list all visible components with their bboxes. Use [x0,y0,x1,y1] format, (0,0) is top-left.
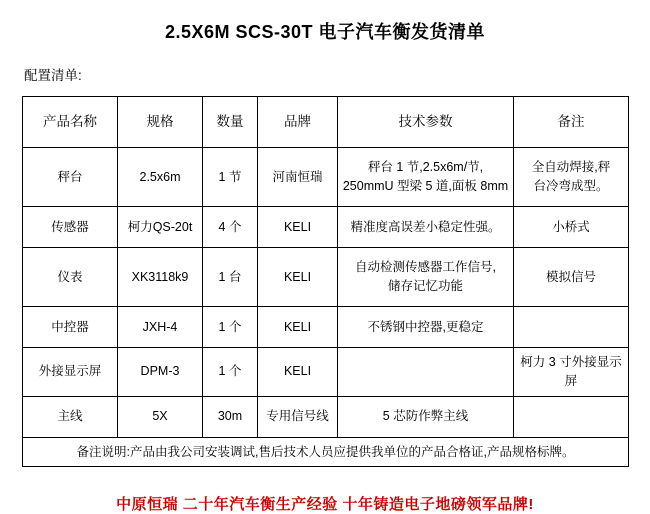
table-note-row [23,437,629,467]
cell-name: 主线 [23,396,118,437]
cell-name: 传感器 [23,207,118,248]
cell-remark [514,148,629,207]
cell-brand: 河南恒瑞 [258,148,338,207]
cell-spec: 柯力QS-20t [118,207,203,248]
cell-remark [514,396,629,437]
cell-name: 秤台 [23,148,118,207]
cell-params-line1: 自动检测传感器工作信号, [355,260,496,275]
cell-name: 中控器 [23,307,118,348]
table-note: 备注说明:产品由我公司安装调试,售后技术人员应提供我单位的产品合格证,产品规格标牌。 [23,437,629,467]
cell-brand: 专用信号线 [258,396,338,437]
cell-remark: 模拟信号 [514,248,629,307]
cell-params [338,148,514,207]
cell-name: 外接显示屏 [23,348,118,397]
cell-remark-line2: 台冷弯成型。 [533,179,609,193]
cell-qty: 1 台 [203,248,258,307]
table-row [23,248,629,307]
cell-qty: 1 个 [203,307,258,348]
spec-table [22,96,629,467]
table-row [23,396,629,437]
cell-remark: 小桥式 [514,207,629,248]
cell-name: 仪表 [23,248,118,307]
spec-table-container [0,96,650,467]
cell-qty: 1 节 [203,148,258,207]
cell-qty: 4 个 [203,207,258,248]
table-row [23,348,629,397]
cell-params [338,248,514,307]
section-subtitle: 配置清单: [24,68,82,83]
cell-params-line2: 250mmU 型梁 5 道,面板 8mm [342,179,509,193]
cell-params-line2: 储存记忆功能 [387,279,463,293]
table-header-row [23,97,629,148]
cell-qty: 1 个 [203,348,258,397]
table-row [23,148,629,207]
footer-slogan: 中原恒瑞 二十年汽车衡生产经验 十年铸造电子地磅领军品牌! [116,496,534,514]
cell-brand: KELI [258,207,338,248]
cell-params-line1: 秤台 1 节,2.5x6m/节, [367,160,484,175]
page-title: 2.5X6M SCS-30T 电子汽车衡发货清单 [164,22,486,42]
cell-params: 不锈钢中控器,更稳定 [338,307,514,348]
cell-params: 5 芯防作弊主线 [338,396,514,437]
table-row [23,307,629,348]
column-header-qty: 数量 [203,97,258,148]
cell-spec: DPM-3 [118,348,203,397]
cell-brand: KELI [258,348,338,397]
cell-remark [514,307,629,348]
cell-brand: KELI [258,248,338,307]
cell-spec: 5X [118,396,203,437]
cell-spec: JXH-4 [118,307,203,348]
column-header-spec: 规格 [118,97,203,148]
column-header-brand: 品牌 [258,97,338,148]
table-row [23,207,629,248]
cell-params [338,348,514,397]
cell-brand: KELI [258,307,338,348]
cell-spec: 2.5x6m [118,148,203,207]
column-header-name: 产品名称 [23,97,118,148]
column-header-remark: 备注 [514,97,629,148]
cell-spec: XK3118k9 [118,248,203,307]
cell-qty: 30m [203,396,258,437]
column-header-params: 技术参数 [338,97,514,148]
cell-remark-line1: 全自动焊接,秤 [531,160,611,175]
cell-params: 精准度高误差小稳定性强。 [338,207,514,248]
cell-remark: 柯力 3 寸外接显示屏 [514,348,629,397]
